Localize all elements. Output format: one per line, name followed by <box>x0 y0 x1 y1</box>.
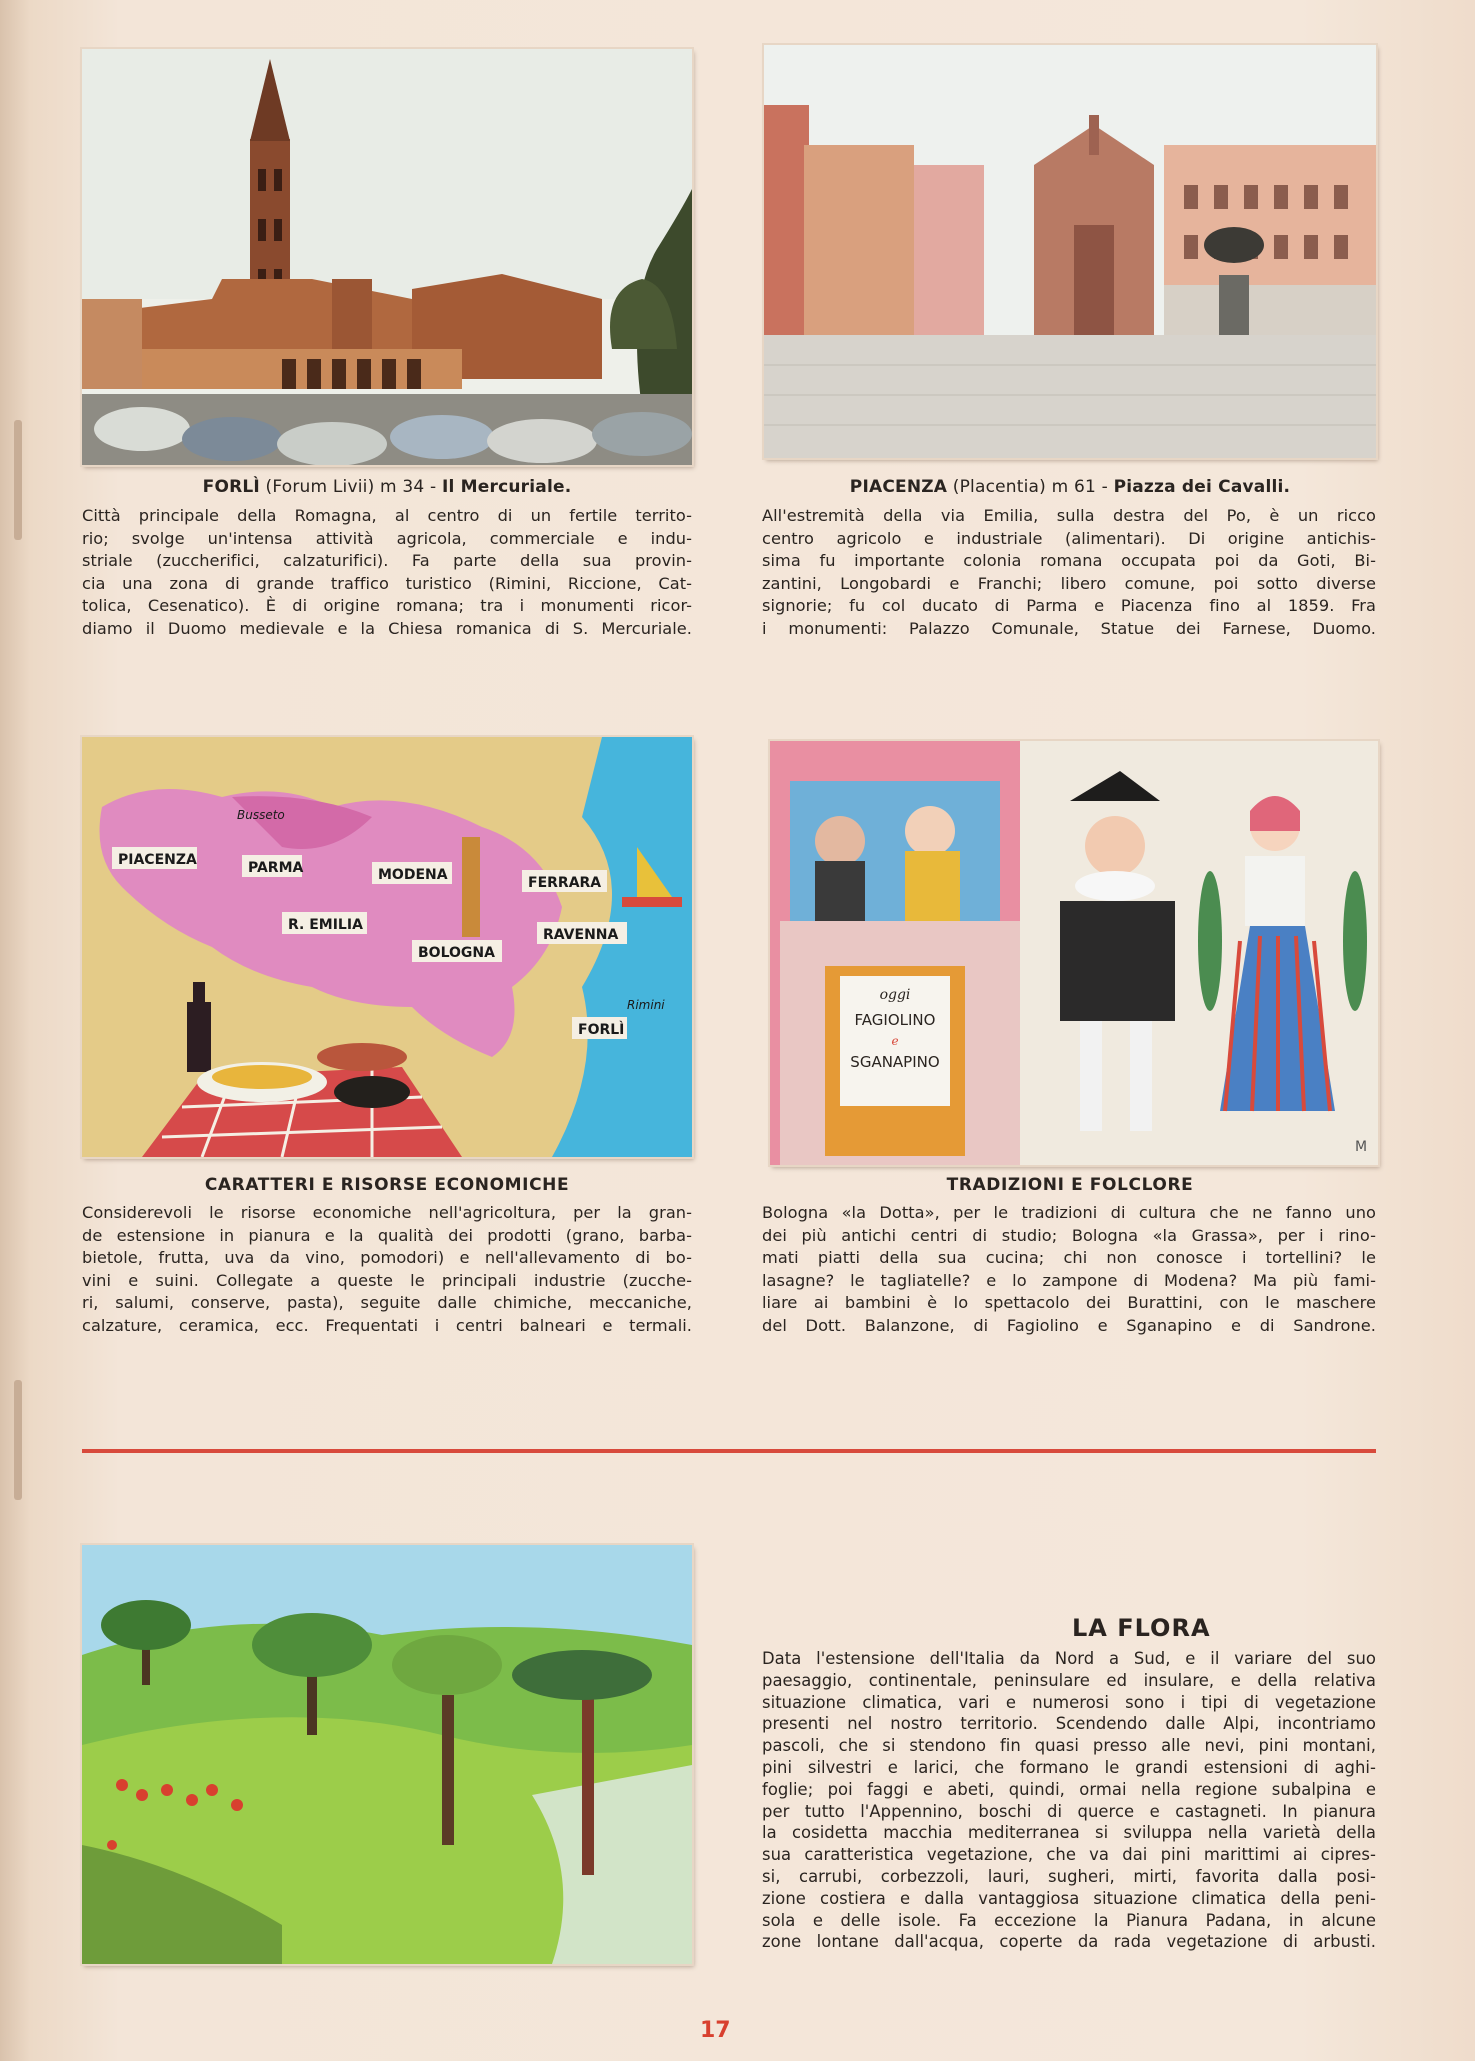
forli-text <box>82 505 692 640</box>
piacenza-line: centro agricolo e industriale (alimentari). Di origine antichis- <box>762 528 1376 548</box>
map-label: MODENA <box>378 867 448 883</box>
piacenza-altitude: m 61 - <box>1051 477 1108 497</box>
forli-altitude: m 34 - <box>380 477 437 497</box>
flora-line: la cosidetta macchia mediterranea si sviluppa nella varietà della <box>762 1823 1376 1843</box>
piacenza-line: i monumenti: Palazzo Comunale, Statue dei Farnese, Duomo. <box>762 618 1376 638</box>
artist-signature: M <box>1355 1139 1368 1155</box>
flora-line: per tutto l'Appennino, boschi di querce e castagneti. In pianura <box>762 1801 1376 1821</box>
flora-line: paesaggio, continentale, peninsulare ed insulare, e della relativa <box>762 1670 1376 1690</box>
flora-line: sua caratteristica vegetazione, che va dai pini marittimi ai cipres- <box>762 1845 1376 1865</box>
flora-line: presenti nel nostro territorio. Scendendo dalle Alpi, incontriamo <box>762 1714 1376 1734</box>
flora-line: foglie; poi faggi e abeti, quindi, ormai nella regione subalpina e <box>762 1779 1376 1799</box>
risorse-text <box>82 1202 692 1337</box>
forli-city-name: FORLÌ <box>202 477 260 497</box>
piacenza-city-name: PIACENZA <box>849 477 948 497</box>
forli-line: cia una zona di grande traffico turistico (Rimini, Riccione, Cat- <box>82 573 692 593</box>
poster-line: FAGIOLINO <box>854 1011 936 1029</box>
piacenza-line: All'estremità della via Emilia, sulla destra del Po, è un ricco <box>762 506 1376 525</box>
forli-line: rio; svolge un'intensa attività agricola, commerciale e indu- <box>82 528 692 548</box>
flora-text <box>762 1648 1376 1953</box>
forli-line: tolica, Cesenatico). È di origine romana; tra i monumenti ricor- <box>82 596 692 615</box>
piacenza-caption <box>764 477 1376 497</box>
forli-photo <box>82 49 692 465</box>
piacenza-photo <box>764 45 1376 458</box>
binding-staple <box>14 420 22 540</box>
tradizioni-heading: TRADIZIONI E FOLCLORE <box>946 1175 1194 1195</box>
flora-line: sola e delle isole. Fa eccezione la Pianura Padana, in alcune <box>762 1910 1376 1930</box>
piacenza-subject: Piazza dei Cavalli. <box>1113 477 1291 497</box>
forli-latin-name: (Forum Livii) <box>265 477 375 497</box>
puppet-show-illustration <box>770 741 1378 1165</box>
binding-staple <box>14 1380 22 1500</box>
map-label: FORLÌ <box>578 1022 625 1038</box>
map-label: Rimini <box>627 998 665 1012</box>
flora-line: zone lontane dall'acqua, coperte da rada vegetazione di arbusti. <box>762 1932 1376 1952</box>
flora-line: situazione climatica, vari e numerosi sono i tipi di vegetazione <box>762 1692 1376 1712</box>
flora-illustration <box>82 1545 692 1964</box>
tradizioni-line: Bologna «la Dotta», per le tradizioni di cultura che ne fanno uno <box>762 1203 1376 1222</box>
map-label: PIACENZA <box>118 852 197 868</box>
flora-line: si, carrubi, corbezzoli, lauri, sugheri, mirti, favorita dalla posi- <box>762 1866 1376 1886</box>
map-label: R. EMILIA <box>288 917 363 933</box>
flora-line: zione costiera e dalla vantaggiosa situazione climatica della peni- <box>762 1888 1376 1908</box>
piacenza-latin-name: (Placentia) <box>952 477 1046 497</box>
risorse-line: Considerevoli le risorse economiche nell'agricoltura, per la gran- <box>82 1203 692 1222</box>
flora-line: Data l'estensione dell'Italia da Nord a Sud, e il variare del suo <box>762 1649 1376 1668</box>
tradizioni-text <box>762 1202 1376 1337</box>
risorse-line: de estensione in pianura e la qualità dei prodotti (grano, barba- <box>82 1225 692 1245</box>
poster-line: SGANAPINO <box>850 1053 940 1071</box>
tradizioni-line: liare ai bambini è lo spettacolo dei Burattini, con le maschere <box>762 1293 1376 1312</box>
forli-subject: Il Mercuriale. <box>441 477 572 497</box>
tradizioni-line: mati piatti della sua cucina; chi non conosce i tortellini? le <box>762 1248 1376 1267</box>
map-label: Busseto <box>237 808 285 822</box>
piacenza-line: sima fu importante colonia romana occupata poi da Goti, Bi- <box>762 551 1376 570</box>
forli-line: striale (zuccherifici, calzaturifici). Fa parte della sua provin- <box>82 551 692 570</box>
poster-line: e <box>891 1034 899 1048</box>
risorse-line: bietole, frutta, uva da vino, pomodori) e nell'allevamento di bo- <box>82 1248 692 1267</box>
flora-line: pini silvestri e larici, che formano le grandi estensioni di aghi- <box>762 1757 1376 1777</box>
forli-line: diamo il Duomo medievale e la Chiesa romanica di S. Mercuriale. <box>82 618 692 638</box>
map-label: PARMA <box>248 860 304 876</box>
piacenza-line: zantini, Longobardi e Franchi; libero comune, poi sotto diverse <box>762 573 1376 593</box>
emilia-romagna-map <box>82 737 692 1157</box>
risorse-heading: CARATTERI E RISORSE ECONOMICHE <box>204 1175 570 1195</box>
map-label: RAVENNA <box>543 927 619 943</box>
flora-title: LA FLORA <box>1072 1614 1211 1642</box>
forli-caption <box>82 477 692 497</box>
tradizioni-line: lasagne? le tagliatelle? e lo zampone di Modena? Ma più fami- <box>762 1270 1376 1290</box>
piacenza-text <box>762 505 1376 640</box>
flora-line: pascoli, che si stendono fin quasi presso alle nevi, pini montani, <box>762 1736 1376 1756</box>
page-number: 17 <box>700 2018 731 2043</box>
tradizioni-line: dei più antichi centri di studio; Bologna «la Grassa», per i rino- <box>762 1225 1376 1245</box>
section-divider <box>82 1449 1376 1453</box>
map-label: BOLOGNA <box>418 945 495 961</box>
map-label: FERRARA <box>528 875 602 891</box>
risorse-line: ri, salumi, conserve, pasta), seguite dalle chimiche, meccaniche, <box>82 1293 692 1312</box>
forli-line: Città principale della Romagna, al centro di un fertile territo- <box>82 506 692 525</box>
piacenza-line: signorie; fu col ducato di Parma e Piacenza fino al 1859. Fra <box>762 596 1376 615</box>
risorse-line: vini e suini. Collegate a queste le principali industrie (zucche- <box>82 1270 692 1290</box>
tradizioni-line: del Dott. Balanzone, di Fagiolino e Sganapino e di Sandrone. <box>762 1315 1376 1335</box>
risorse-line: calzature, ceramica, ecc. Frequentati i centri balneari e termali. <box>82 1315 692 1335</box>
poster-line: oggi <box>879 987 911 1003</box>
